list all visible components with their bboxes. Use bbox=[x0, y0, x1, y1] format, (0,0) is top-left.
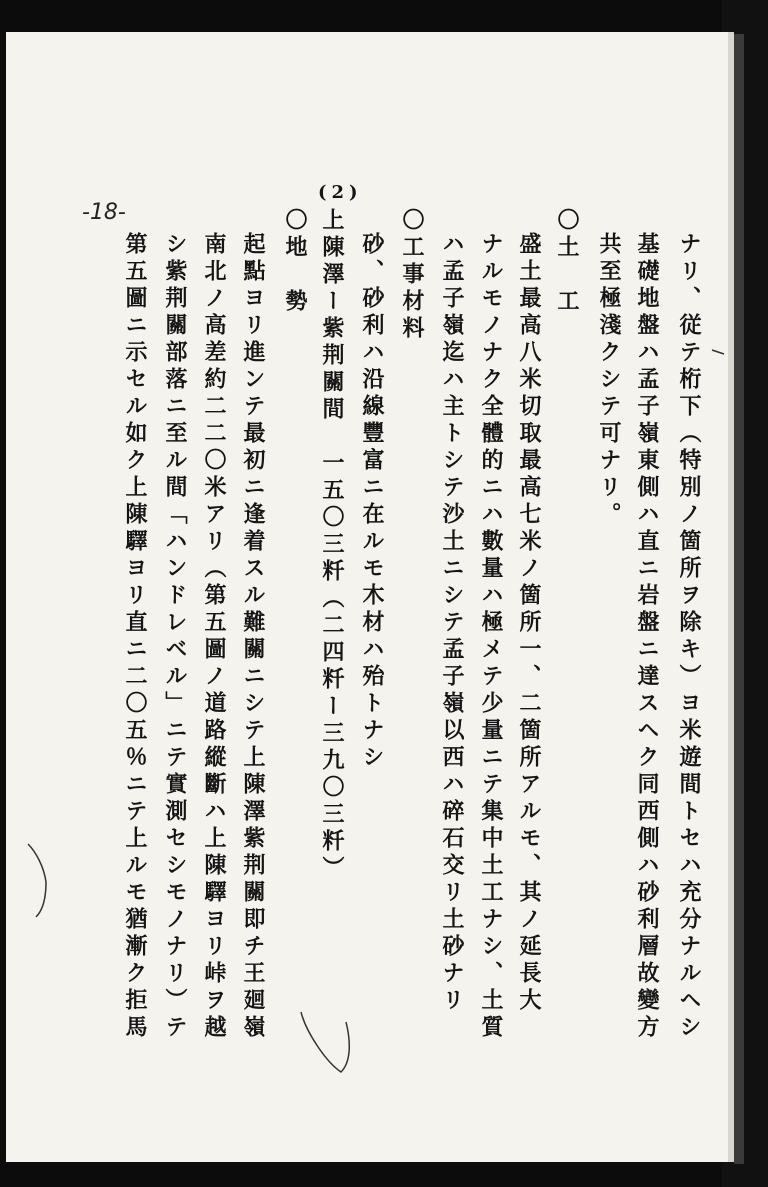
text-column-1: ナリ、従テ桁下（特別ノ箇所ヲ除キ）ヨ米遊間トセハ充分ナルヘシ bbox=[676, 232, 702, 1042]
text-column-5: 盛土最高八米切取最高七米ノ箇所一、二箇所アルモ、其ノ延長大 bbox=[516, 232, 542, 1015]
section-heading-materials: 〇工事材料 bbox=[399, 208, 425, 343]
section-title-route: 上陳澤ー紫荆關間 一五〇三粁（二四粁ー三九〇三粁） bbox=[319, 208, 345, 883]
document-page bbox=[6, 32, 734, 1162]
text-column-2: 基礎地盤ハ孟子嶺東側ハ直ニ岩盤ニ達スヘク同西側ハ砂利層故變方 bbox=[634, 232, 660, 1042]
page-number: -18- bbox=[82, 200, 126, 225]
text-column-16: 第五圖ニ示セル如ク上陳驛ヨリ直ニ二〇五％ニテ上ルモ猶漸ク拒馬 bbox=[122, 232, 148, 1042]
text-column-13: 起點ヨリ進ンテ最初ニ逢着スル難關ニシテ上陳澤紫荆關即チ王廻嶺 bbox=[240, 232, 266, 1042]
book-spine-edge bbox=[734, 34, 744, 1164]
section-heading-terrain: 〇地 勢 bbox=[282, 208, 308, 316]
section-heading-earthwork: 〇土 工 bbox=[554, 208, 580, 316]
text-column-14: 南北ノ高差約二二〇米アリ（第五圖ノ道路縱斷ハ上陳驛ヨリ峠ヲ越 bbox=[201, 232, 227, 1042]
text-column-3: 共至極淺クシテ可ナリ。 bbox=[596, 232, 622, 529]
text-column-7: ハ孟子嶺迄ハ主トシテ沙土ニシテ孟子嶺以西ハ碎石交リ土砂ナリ bbox=[439, 232, 465, 1015]
text-column-9: 砂、砂利ハ沿線豐富ニ在ルモ木材ハ殆トナシ bbox=[359, 232, 385, 772]
section-number: (2) bbox=[318, 182, 363, 203]
text-column-15: シ紫荆關部落ニ至ル間「ハンドレベル」ニテ實測セシモノナリ）テ bbox=[162, 232, 188, 1042]
text-column-6: ナルモノナク全體的ニハ數量ハ極メテ少量ニテ集中土工ナシ、土質 bbox=[478, 232, 504, 1042]
pencil-marks bbox=[6, 32, 728, 1162]
